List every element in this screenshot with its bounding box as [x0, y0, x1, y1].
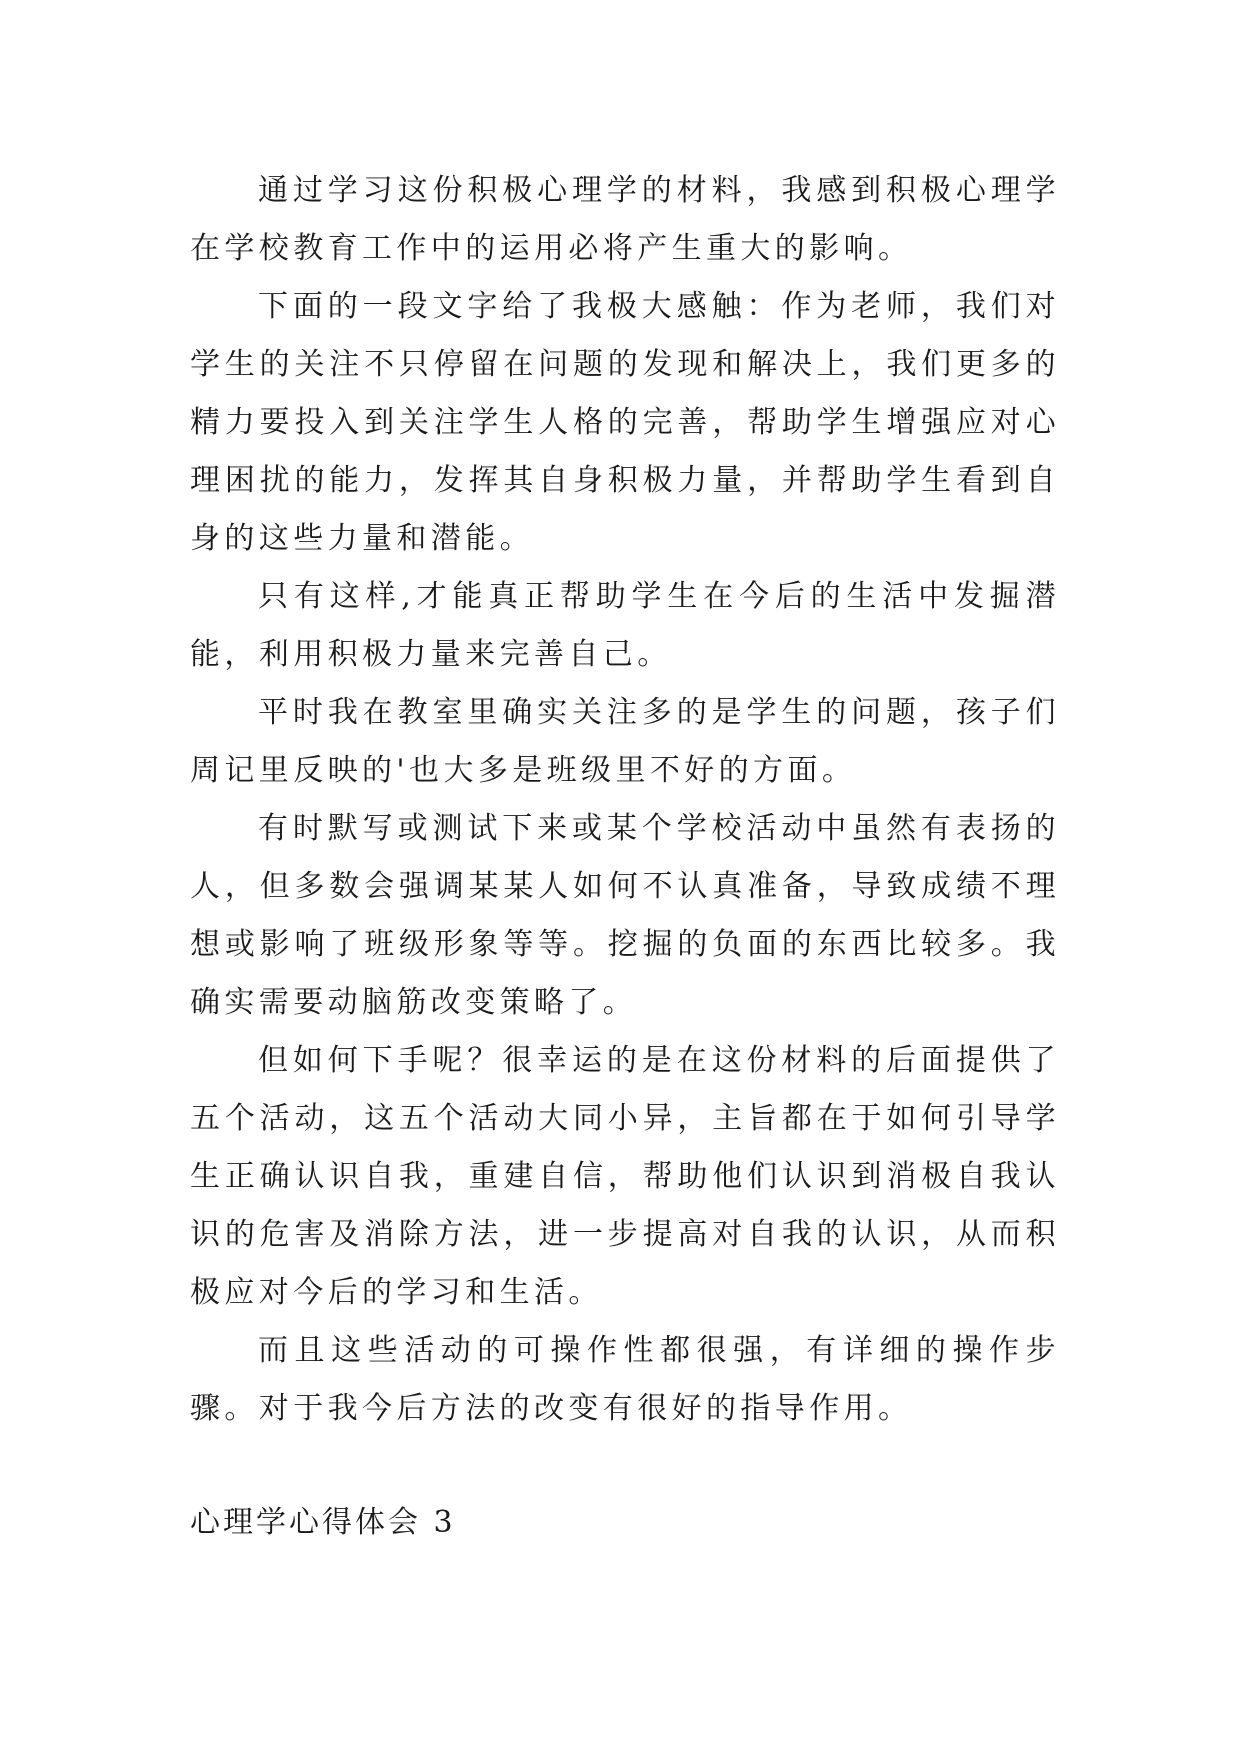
paragraph-3: 只有这样,才能真正帮助学生在今后的生活中发掘潜能，利用积极力量来完善自己。: [190, 579, 1060, 672]
paragraph-1: 通过学习这份积极心理学的材料，我感到积极心理学在学校教育工作中的运用必将产生重大的影响。: [190, 173, 1060, 266]
paragraph-4: 平时我在教室里确实关注多的是学生的问题，孩子们周记里反映的'也大多是班级里不好的方面。: [190, 695, 1060, 788]
document-body: [190, 162, 1060, 1438]
paragraph-7: 而且这些活动的可操作性都很强，有详细的操作步骤。对于我今后方法的改变有很好的指导作用。: [190, 1333, 1060, 1426]
paragraph-6: 但如何下手呢？很幸运的是在这份材料的后面提供了五个活动，这五个活动大同小异，主旨都在于如何引导学生正确认识自我，重建自信，帮助他们认识到消极自我认识的危害及消除方法，进一步提高对自我的认识，从而积极应对今后的学习和生活。: [190, 1043, 1060, 1310]
paragraph-2: 下面的一段文字给了我极大感触：作为老师，我们对学生的关注不只停留在问题的发现和解决上，我们更多的精力要投入到关注学生人格的完善，帮助学生增强应对心理困扰的能力，发挥其自身积极力量，并帮助学生看到自身的这些力量和潜能。: [190, 289, 1060, 556]
section-heading: 心理学心得体会 3: [190, 1505, 456, 1540]
paragraph-5: 有时默写或测试下来或某个学校活动中虽然有表扬的人，但多数会强调某某人如何不认真准备，导致成绩不理想或影响了班级形象等等。挖掘的负面的东西比较多。我确实需要动脑筋改变策略了。: [190, 811, 1060, 1020]
